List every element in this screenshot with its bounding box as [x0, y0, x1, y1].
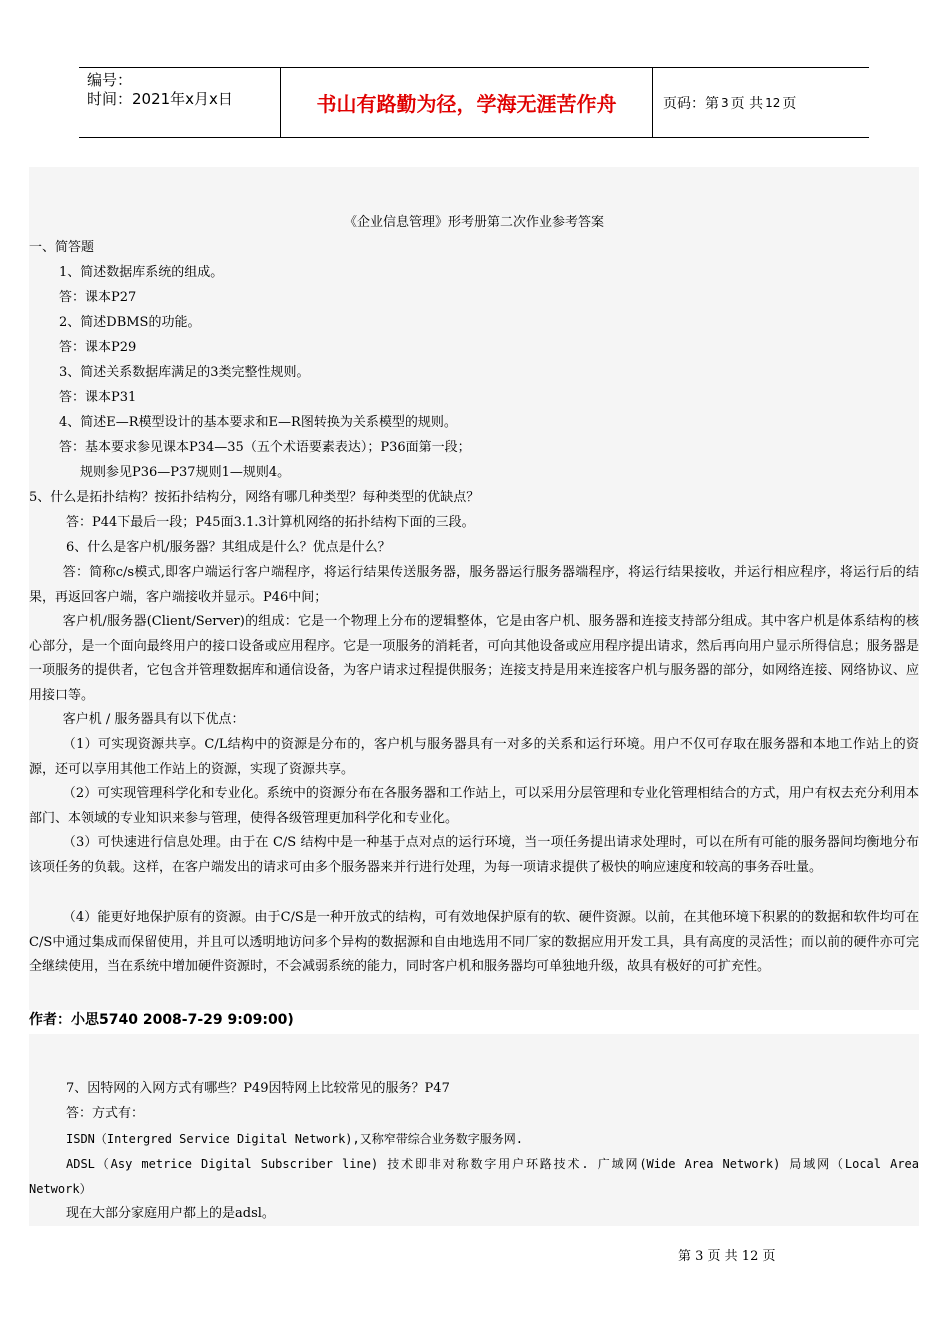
doc-title: 《企业信息管理》形考册第二次作业参考答案 — [343, 215, 604, 230]
answer-6-para-3: 客户机 / 服务器具有以下优点： — [62, 712, 245, 727]
question-6: 6、什么是客户机/服务器？其组成是什么？优点是什么？ — [66, 540, 391, 555]
answer-6-para-4: （1）可实现资源共享。C/L结构中的资源是分布的，客户机与服务器具有一对多的关系和运行环境。用户不仅可存取在服务器和本地工作站上的资源，还可以享用其他工作站上的资源，实现了资源共享。 — [29, 737, 919, 777]
page-total: 12 — [765, 95, 781, 110]
answer-7-line-2: ISDN（Intergred Service Digital Network),又称窄带综合业务数字服务网. — [66, 1132, 523, 1146]
header-table — [79, 67, 869, 138]
answer-2: 答：课本P29 — [59, 340, 137, 355]
section-heading: 一、简答题 — [29, 240, 95, 255]
page-suffix: 页 — [782, 95, 797, 112]
answer-6-para-2: 客户机/服务器(Client/Server)的组成：它是一个物理上分布的逻辑整体，它是由客户机、服务器和连接支持部分组成。其中客户机是体系结构的核心部分，是一个面向最终用户的接口设备或应用程序。它是一项服务的消耗者，可向其他设备或应用程序提出请求，然后再向用户显示所得信息；服务器是一项服务的提供者，它包含并管理数据库和通信设备，为客户请求过程提供服务；连接支持是用来连接客户机与服务器的部分，如网络连接、网络协议、应用接口等。 — [29, 614, 919, 703]
answer-6-para-6: （3）可快速进行信息处理。由于在 C/S 结构中是一种基于点对点的运行环境，当一项任务提出请求处理时，可以在所有可能的服务器间均衡地分布该项任务的负载。这样，在客户端发出的请求可由多个服务器来并行进行处理，为每一项请求提供了极快的响应速度和较高的事务吞吐量。 — [29, 835, 919, 875]
page-indicator — [653, 68, 869, 137]
answer-3: 答：课本P31 — [59, 390, 137, 405]
page-mid: 页 共 — [730, 95, 764, 112]
date-line: 时间：2021年x月x日 — [87, 90, 233, 108]
page-footer: 第 3 页 共 12 页 — [678, 1249, 776, 1264]
code-label: 编号： — [87, 71, 133, 89]
answer-1: 答：课本P27 — [59, 290, 137, 305]
answer-4-line-2: 规则参见P36—P37规则1—规则4。 — [80, 465, 291, 480]
answer-4-line-1: 答：基本要求参见课本P34—35（五个术语要素表达）；P36面第一段； — [59, 440, 471, 455]
answer-5: 答：P44下最后一段；P45面3.1.3计算机网络的拓扑结构下面的三段。 — [66, 515, 475, 530]
answer-6-para-5: （2）可实现管理科学化和专业化。系统中的资源分布在各服务器和工作站上，可以采用分层管理和专业化管理相结合的方式，用户有权去充分利用本部门、本领域的专业知识来参与管理，使得各级管理更加科学化和专业化。 — [29, 786, 919, 826]
answer-6-para-1: 答：简称c/s模式,即客户端运行客户端程序，将运行结果传送服务器，服务器运行服务器端程序，将运行结果接收，并运行相应程序，将运行后的结果，再返回客户端，客户端接收并显示。P46中间； — [29, 565, 919, 605]
page-number: 3 — [721, 95, 729, 110]
question-1: 1、简述数据库系统的组成。 — [59, 265, 224, 280]
header-meta — [79, 68, 281, 137]
answer-7-line-1: 答：方式有： — [66, 1106, 145, 1121]
question-4: 4、简述E—R模型设计的基本要求和E—R图转换为关系模型的规则。 — [59, 415, 457, 430]
answer-6-para-7: （4）能更好地保护原有的资源。由于C/S是一种开放式的结构，可有效地保护原有的软、硬件资源。以前，在其他环境下积累的的数据和软件均可在C/S中通过集成而保留使用，并且可以透明地访问多个异构的数据源和自由地选用不同厂家的数据应用开发工具，具有高度的灵活性；而以前的硬件亦可完全继续使用，当在系统中增加硬件资源时，不会减弱系统的能力，同时客户机和服务器均可单独地升级，故具有极好的可扩充性。 — [29, 910, 919, 974]
page-prefix: 页码：第 — [663, 95, 719, 112]
author-line: 作者：小思5740 2008-7-29 9:09:00) — [29, 1012, 294, 1028]
motto: 书山有路勤为径，学海无涯苦作舟 — [281, 68, 653, 137]
question-5: 5、什么是拓扑结构？按拓扑结构分，网络有哪几种类型？每种类型的优缺点？ — [29, 490, 480, 505]
answer-7-line-4: 现在大部分家庭用户都上的是adsl。 — [66, 1206, 275, 1221]
question-7: 7、因特网的入网方式有哪些？P49因特网上比较常见的服务？P47 — [66, 1081, 450, 1096]
question-2: 2、简述DBMS的功能。 — [59, 315, 201, 330]
answer-7-line-3: ADSL（Asy metrice Digital Subscriber line) 技术即非对称数字用户环路技术. 广域网(Wide Area Network) 局域网（Local Area Network） — [29, 1157, 919, 1196]
question-3: 3、简述关系数据库满足的3类完整性规则。 — [59, 365, 310, 380]
